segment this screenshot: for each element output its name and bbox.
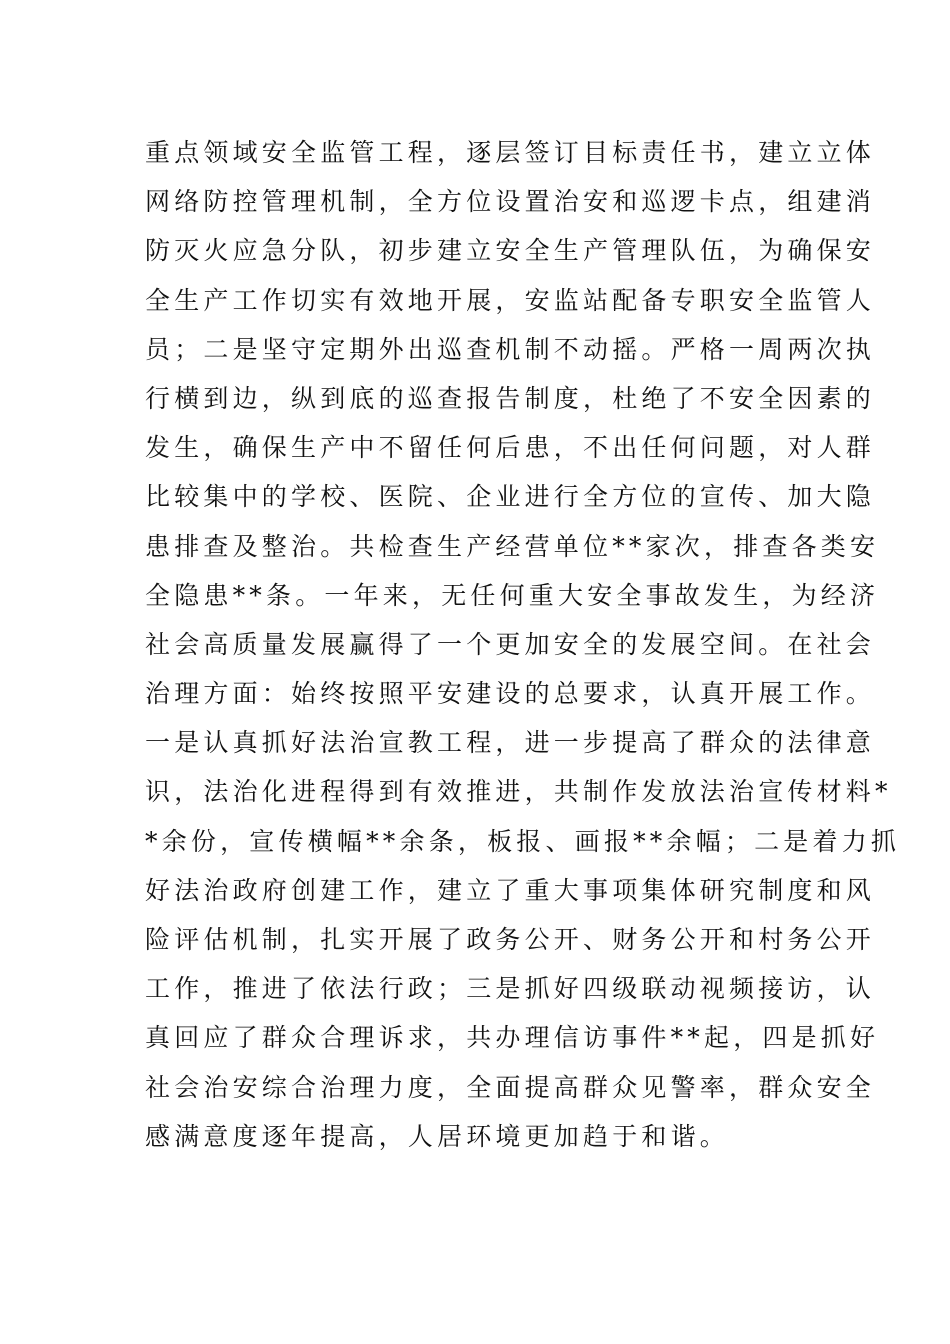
text-line: 比较集中的学校、医院、企业进行全方位的宣传、加大隐: [145, 482, 876, 512]
text-line: 发生，确保生产中不留任何后患，不出任何问题，对人群: [145, 433, 876, 463]
body-paragraph: [145, 128, 901, 1161]
text-line: 重点领域安全监管工程，逐层签订目标责任书，建立立体: [145, 138, 876, 167]
text-line: 网络防控管理机制，全方位设置治安和巡逻卡点，组建消: [145, 187, 876, 217]
text-line: 社会高质量发展赢得了一个更加安全的发展空间。在社会: [145, 629, 876, 659]
text-line: 行横到边，纵到底的巡查报告制度，杜绝了不安全因素的: [145, 383, 876, 413]
text-line: 社会治安综合治理力度，全面提高群众见警率，群众安全: [145, 1072, 876, 1102]
text-line: 治理方面：始终按照平安建设的总要求，认真开展工作。: [145, 679, 876, 709]
text-line: 好法治政府创建工作，建立了重大事项集体研究制度和风: [145, 875, 876, 905]
text-line: 防灭火应急分队，初步建立安全生产管理队伍，为确保安: [145, 236, 876, 266]
text-line: 全隐患**条。一年来，无任何重大安全事故发生，为经济: [145, 580, 880, 610]
text-line: 患排查及整治。共检查生产经营单位**家次，排查各类安: [145, 531, 880, 561]
text-line: 一是认真抓好法治宣教工程，进一步提高了群众的法律意: [145, 728, 876, 758]
text-line: 员；二是坚守定期外出巡查机制不动摇。严格一周两次执: [145, 334, 876, 364]
text-line: 全生产工作切实有效地开展，安监站配备专职安全监管人: [145, 285, 876, 315]
text-line: 感满意度逐年提高，人居环境更加趋于和谐。: [145, 1121, 730, 1151]
text-line: 识，法治化进程得到有效推进，共制作发放法治宣传材料*: [145, 777, 892, 807]
text-line: 真回应了群众合理诉求，共办理信访事件**起，四是抓好: [145, 1023, 880, 1053]
text-line: 险评估机制，扎实开展了政务公开、财务公开和村务公开: [145, 925, 876, 954]
text-line: *余份，宣传横幅**余条，板报、画报**余幅；二是着力抓: [145, 826, 901, 856]
text-line: 工作，推进了依法行政；三是抓好四级联动视频接访，认: [145, 974, 876, 1004]
